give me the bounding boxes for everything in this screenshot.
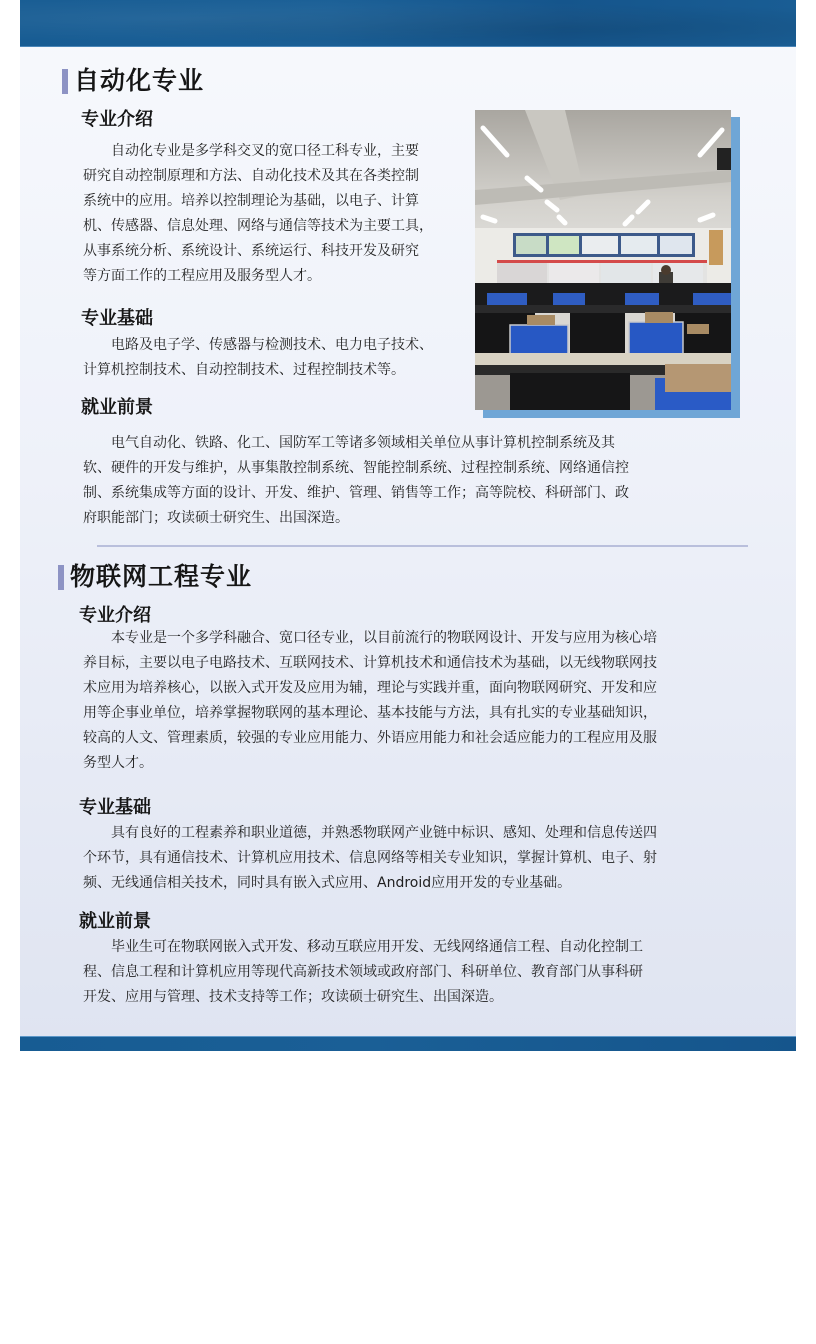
- heading-accent-bar: [58, 565, 64, 590]
- text-line: 电路及电子学、传感器与检测技术、电力电子技术、: [111, 337, 433, 353]
- text-line: 养目标，主要以电子电路技术、互联网技术、计算机技术和通信技术为基础，以无线物联网技: [83, 655, 657, 671]
- subheading-prospects: 就业前景: [81, 397, 153, 418]
- text-line: 开发、应用与管理、技术支持等工作；攻读硕士研究生、出国深造。: [83, 989, 503, 1005]
- text-line: 电气自动化、铁路、化工、国防军工等诸多领域相关单位从事计算机控制系统及其: [111, 435, 615, 451]
- section-divider: [97, 545, 748, 547]
- lab-photo-frame: [475, 110, 741, 418]
- text-line: 软、硬件的开发与维护，从事集散控制系统、智能控制系统、过程控制系统、网络通信控: [83, 460, 629, 476]
- text-line: 等方面工作的工程应用及服务型人才。: [83, 268, 321, 284]
- text-line: 本专业是一个多学科融合、宽口径专业，以目前流行的物联网设计、开发与应用为核心培: [111, 630, 657, 646]
- paragraph-prospects: [83, 431, 743, 531]
- text-line: 计算机控制技术、自动控制技术、过程控制技术等。: [83, 362, 405, 378]
- text-line: 较高的人文、管理素质，较强的专业应用能力、外语应用能力和社会适应能力的工程应用及服: [83, 730, 657, 746]
- text-line: 频、无线通信相关技术，同时具有嵌入式应用、Android应用开发的专业基础。: [83, 875, 572, 891]
- subheading-foundation: 专业基础: [79, 797, 151, 818]
- subheading-prospects: 就业前景: [79, 911, 151, 932]
- text-line: 毕业生可在物联网嵌入式开发、移动互联应用开发、无线网络通信工程、自动化控制工: [111, 939, 643, 955]
- lab-photo: [475, 110, 731, 410]
- subheading-foundation: 专业基础: [81, 308, 153, 329]
- text-line: 从事系统分析、系统设计、系统运行、科技开发及研究: [83, 243, 419, 259]
- top-decorative-band: [20, 0, 796, 47]
- text-line: 具有良好的工程素养和职业道德，并熟悉物联网产业链中标识、感知、处理和信息传送四: [111, 825, 657, 841]
- text-line: 研究自动控制原理和方法、自动化技术及其在各类控制: [83, 168, 419, 184]
- heading-accent-bar: [62, 69, 68, 94]
- section-title-iot: [58, 562, 252, 592]
- text-line: 程、信息工程和计算机应用等现代高新技术领域或政府部门、科研单位、教育部门从事科研: [83, 964, 643, 980]
- paragraph-intro: [83, 139, 463, 289]
- text-line: 制、系统集成等方面的设计、开发、维护、管理、销售等工作；高等院校、科研部门、政: [83, 485, 629, 501]
- subheading-intro: 专业介绍: [79, 605, 151, 626]
- text-line: 务型人才。: [83, 755, 153, 771]
- text-line: 个环节，具有通信技术、计算机应用技术、信息网络等相关专业知识，掌握计算机、电子、射: [83, 850, 657, 866]
- text-line: 系统中的应用。培养以控制理论为基础，以电子、计算: [83, 193, 419, 209]
- paragraph-intro: [83, 626, 743, 776]
- text-line: 府职能部门；攻读硕士研究生、出国深造。: [83, 510, 349, 526]
- brochure-page: [20, 0, 796, 1050]
- section-title-text: 物联网工程专业: [70, 562, 253, 591]
- lab-scene-illustration: [475, 110, 731, 410]
- subheading-intro: 专业介绍: [81, 109, 153, 130]
- text-line: 用等企事业单位，培养掌握物联网的基本理论、基本技能与方法，具有扎实的专业基础知识，: [83, 705, 657, 721]
- section-title-text: 自动化专业: [74, 66, 205, 95]
- paragraph-prospects: [83, 935, 743, 1010]
- text-line: 术应用为培养核心，以嵌入式开发及应用为辅，理论与实践并重，面向物联网研究、开发和应: [83, 680, 657, 696]
- text-line: 自动化专业是多学科交叉的宽口径工科专业，主要: [111, 143, 419, 159]
- bottom-decorative-band: [20, 1036, 796, 1051]
- section-title-automation: [62, 66, 204, 96]
- paragraph-foundation: [83, 333, 483, 383]
- text-line: 机、传感器、信息处理、网络与通信等技术为主要工具，: [83, 218, 433, 234]
- paragraph-foundation: [83, 821, 743, 896]
